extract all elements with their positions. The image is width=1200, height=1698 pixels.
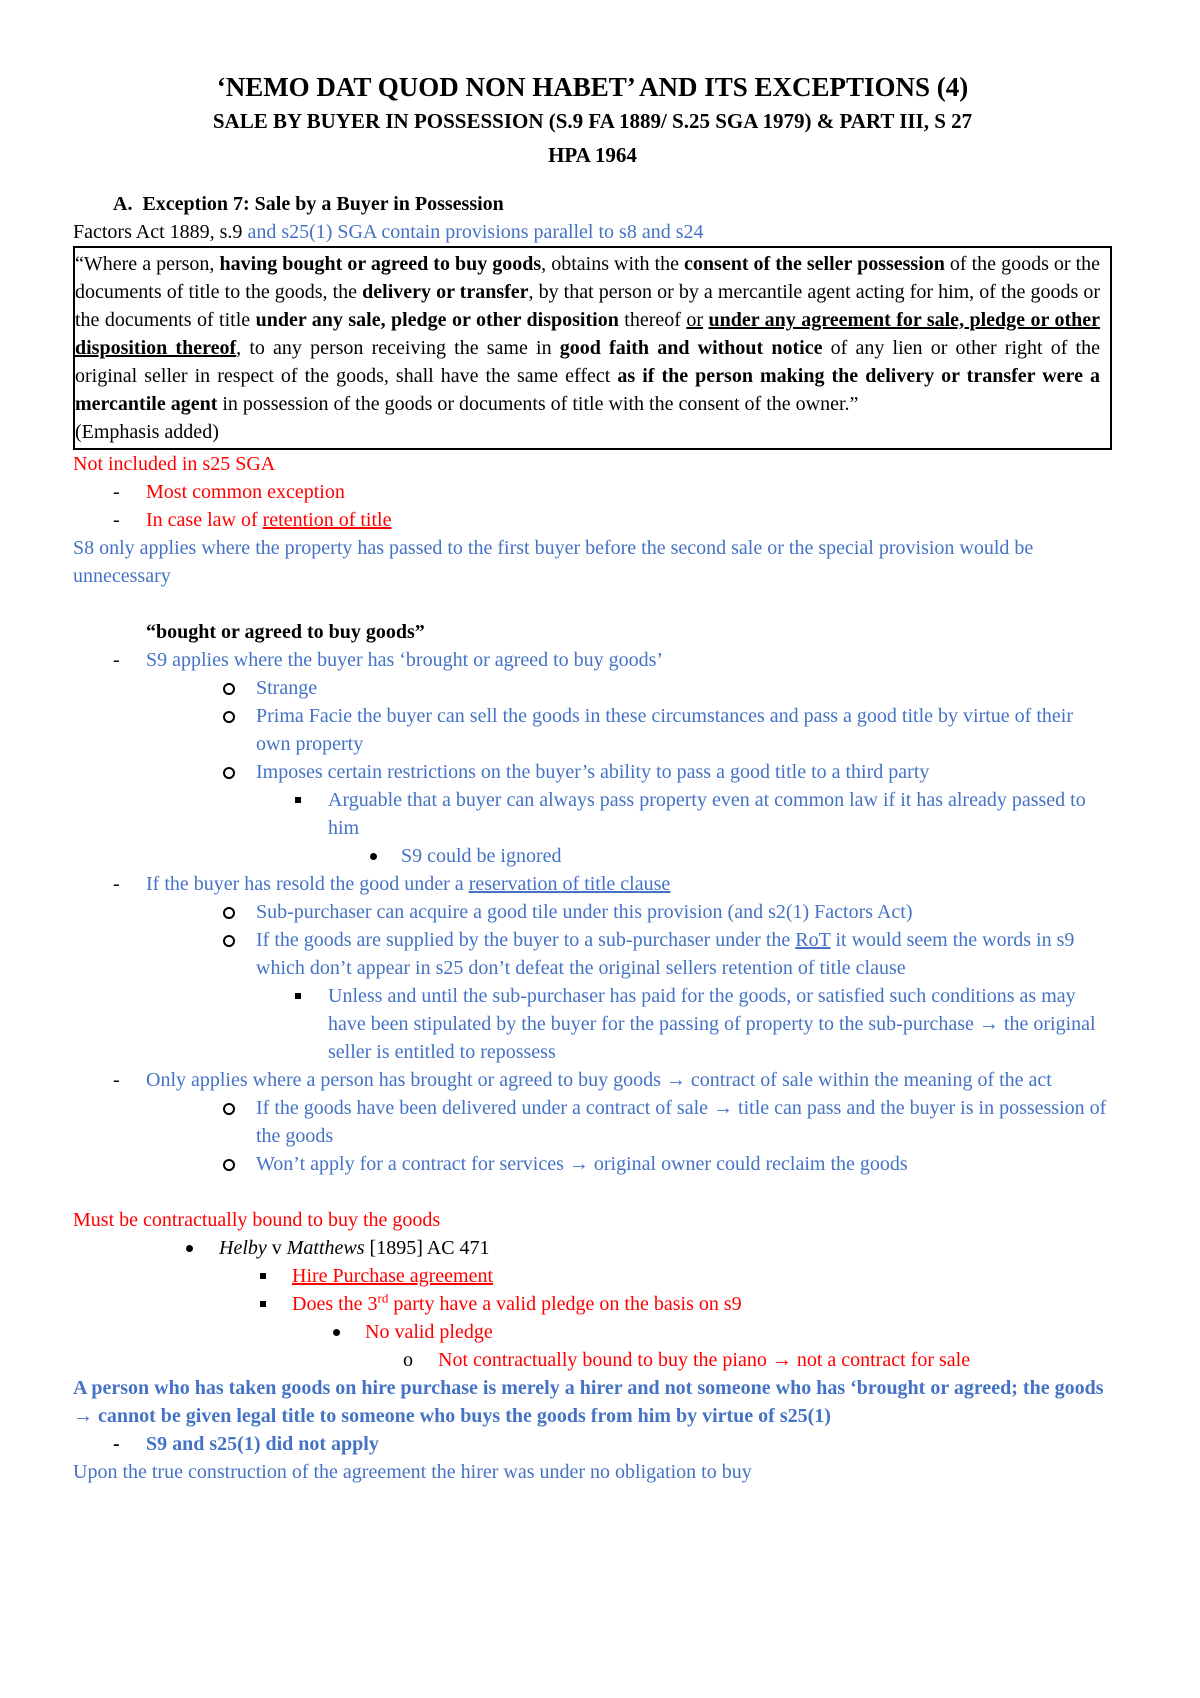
hire-purchase-link[interactable]: Hire Purchase agreement bbox=[292, 1265, 494, 1287]
square-bullet-icon bbox=[295, 797, 301, 803]
section-marker: A. bbox=[113, 193, 133, 215]
list-item bbox=[73, 1262, 1112, 1290]
list-item bbox=[73, 1346, 1112, 1374]
list-item bbox=[73, 674, 1112, 702]
bought-heading: “bought or agreed to buy goods” bbox=[146, 621, 425, 643]
dash-bullet: - bbox=[113, 1069, 120, 1091]
retention-of-title-link[interactable]: retention of title bbox=[262, 509, 392, 531]
reservation-of-title-link[interactable]: reservation of title clause bbox=[468, 873, 671, 895]
list-item-text: Strange bbox=[256, 677, 318, 699]
conclusion: A person who has taken goods on hire purchase is merely a hirer and not someone who has ‘brought or agreed; the goods → cannot be given legal title to someone who buys the goods from him by virtue of s25(1) bbox=[73, 1377, 1104, 1427]
section-a-intro bbox=[73, 218, 1112, 246]
list-item bbox=[73, 702, 1112, 758]
square-bullet-icon bbox=[260, 1273, 266, 1279]
list-item bbox=[73, 506, 1112, 534]
document-subtitle-line-1: SALE BY BUYER IN POSSESSION (S.9 FA 1889/ S.25 SGA 1979) & PART III, S 27 bbox=[212, 109, 973, 133]
case-reference bbox=[73, 1234, 1112, 1262]
intro-parallel-note: and s25(1) SGA contain provisions parallel to s8 and s24 bbox=[242, 221, 704, 243]
dot-bullet-icon bbox=[370, 853, 377, 860]
list-item-text: party have a valid pledge on the basis on s9 bbox=[388, 1293, 742, 1315]
list-item bbox=[73, 1066, 1112, 1094]
square-bullet-icon bbox=[295, 993, 301, 999]
case-citation: [1895] AC 471 bbox=[364, 1237, 490, 1259]
list-item bbox=[73, 1094, 1112, 1150]
list-item bbox=[73, 758, 1112, 786]
list-item bbox=[73, 478, 1112, 506]
construction-note: Upon the true construction of the agreement the hirer was under no obligation to buy bbox=[73, 1461, 752, 1483]
s8-note: S8 only applies where the property has passed to the first buyer before the second sale or the special provision would be unnecessary bbox=[73, 537, 1034, 587]
o-bullet: o bbox=[403, 1349, 413, 1371]
list-item-text: Not contractually bound to buy the piano → not a contract for sale bbox=[438, 1349, 971, 1371]
circle-bullet-icon bbox=[223, 935, 235, 947]
list-item-text: Only applies where a person has brought or agreed to buy goods → contract of sale within the meaning of the act bbox=[146, 1069, 1052, 1091]
not-included-note: Not included in s25 SGA bbox=[73, 453, 276, 475]
document-title: ‘NEMO DAT QUOD NON HABET’ AND ITS EXCEPTIONS (4) bbox=[216, 72, 969, 102]
list-item bbox=[73, 786, 1112, 842]
list-item-text: Won’t apply for a contract for services → original owner could reclaim the goods bbox=[256, 1153, 908, 1175]
quote-bold-2: consent of the seller possession bbox=[684, 253, 945, 275]
dash-bullet: - bbox=[113, 509, 120, 531]
case-party-2: Matthews bbox=[286, 1237, 365, 1259]
list-item bbox=[73, 1150, 1112, 1178]
list-item bbox=[73, 1290, 1112, 1318]
list-item-text: it would seem the words in s9 which don’t appear in s25 don’t defeat the original sellers retention of title clause bbox=[256, 929, 1075, 979]
quote-text-6: , to any person receiving the same in bbox=[236, 337, 560, 359]
list-item bbox=[73, 926, 1112, 982]
list-item-text: S9 could be ignored bbox=[401, 845, 562, 867]
list-item-text: If the goods have been delivered under a contract of sale → title can pass and the buyer is in possession of the goods bbox=[256, 1097, 1107, 1147]
ordinal-superscript: rd bbox=[377, 1290, 389, 1306]
list-item-text: Unless and until the sub-purchaser has paid for the goods, or satisfied such conditions as may have been stipulated by the buyer for the passing of property to the sub-purchase → the original seller is entitled to repossess bbox=[328, 985, 1096, 1063]
list-item-text: S9 and s25(1) did not apply bbox=[146, 1433, 379, 1455]
quote-text-8: in possession of the goods or documents of title with the consent of the owner.” bbox=[217, 393, 859, 415]
list-item bbox=[73, 870, 1112, 898]
quote-text-2: , obtains with the bbox=[541, 253, 685, 275]
list-item-text: If the goods are supplied by the buyer to a sub-purchaser under the bbox=[256, 929, 796, 951]
list-item bbox=[73, 1430, 1112, 1458]
list-item bbox=[73, 842, 1112, 870]
list-item bbox=[73, 1318, 1112, 1346]
dash-bullet: - bbox=[113, 873, 120, 895]
quote-text-3: of the goods or the documents of title to the goods, the bbox=[75, 253, 1101, 303]
list-item-text: Imposes certain restrictions on the buyer’s ability to pass a good title to a third party bbox=[256, 761, 930, 783]
quote-text-5: thereof bbox=[618, 309, 687, 331]
square-bullet-icon bbox=[260, 1301, 266, 1307]
list-item bbox=[73, 982, 1112, 1066]
dash-bullet: - bbox=[113, 481, 120, 503]
quote-bold-6: as if the person making the delivery or transfer were a mercantile agent bbox=[75, 365, 1100, 415]
circle-bullet-icon bbox=[223, 907, 235, 919]
quote-bold-5: good faith and without notice bbox=[559, 337, 823, 359]
section-a-heading bbox=[73, 190, 1112, 218]
dot-bullet-icon bbox=[186, 1245, 193, 1252]
case-versus: v bbox=[266, 1237, 287, 1259]
circle-bullet-icon bbox=[223, 683, 235, 695]
dash-bullet: - bbox=[113, 649, 120, 671]
dash-bullet: - bbox=[113, 1433, 120, 1455]
quote-bold-4: under any sale, pledge or other disposition bbox=[255, 309, 619, 331]
list-item-text: Arguable that a buyer can always pass property even at common law if it has already passed to him bbox=[328, 789, 1086, 839]
list-item-text: In case law of bbox=[146, 509, 263, 531]
rot-link[interactable]: RoT bbox=[795, 929, 831, 951]
intro-statute: Factors Act 1889, s.9 bbox=[73, 221, 243, 243]
list-item-text: S9 applies where the buyer has ‘brought or agreed to buy goods’ bbox=[146, 649, 664, 671]
list-item-text: Sub-purchaser can acquire a good tile under this provision (and s2(1) Factors Act) bbox=[256, 901, 913, 923]
statute-quote-box bbox=[73, 246, 1112, 450]
list-item-text: No valid pledge bbox=[365, 1321, 493, 1343]
quote-text-4: , by that person or by a mercantile agent acting for him, of the goods or the documents of title bbox=[75, 281, 1101, 331]
list-item-text: If the buyer has resold the good under a bbox=[146, 873, 469, 895]
quote-bold-1: having bought or agreed to buy goods bbox=[219, 253, 542, 275]
list-item bbox=[73, 898, 1112, 926]
quote-bold-3: delivery or transfer bbox=[362, 281, 529, 303]
quote-bold-underline: under any agreement for sale, pledge or other disposition thereof bbox=[75, 309, 1100, 359]
quote-text-7: of any lien or other right of the original seller in respect of the goods, shall have the same effect bbox=[75, 337, 1100, 387]
list-item-text: Most common exception bbox=[146, 481, 345, 503]
quote-text-1: “Where a person, bbox=[75, 253, 220, 275]
list-item-text: Does the 3 bbox=[292, 1293, 378, 1315]
list-item bbox=[73, 646, 1112, 674]
circle-bullet-icon bbox=[223, 711, 235, 723]
quote-underline-or: or bbox=[686, 309, 704, 331]
dot-bullet-icon bbox=[333, 1329, 340, 1336]
list-item-text: Prima Facie the buyer can sell the goods in these circumstances and pass a good title by virtue of their own property bbox=[256, 705, 1073, 755]
case-party-1: Helby bbox=[219, 1237, 267, 1259]
document-subtitle-line-2: HPA 1964 bbox=[548, 143, 637, 167]
circle-bullet-icon bbox=[223, 1103, 235, 1115]
contract-heading: Must be contractually bound to buy the goods bbox=[73, 1209, 441, 1231]
circle-bullet-icon bbox=[223, 767, 235, 779]
circle-bullet-icon bbox=[223, 1159, 235, 1171]
emphasis-note: (Emphasis added) bbox=[75, 421, 219, 443]
section-heading-text: Exception 7: Sale by a Buyer in Possession bbox=[142, 193, 504, 215]
statute-quote-text bbox=[75, 250, 1100, 418]
